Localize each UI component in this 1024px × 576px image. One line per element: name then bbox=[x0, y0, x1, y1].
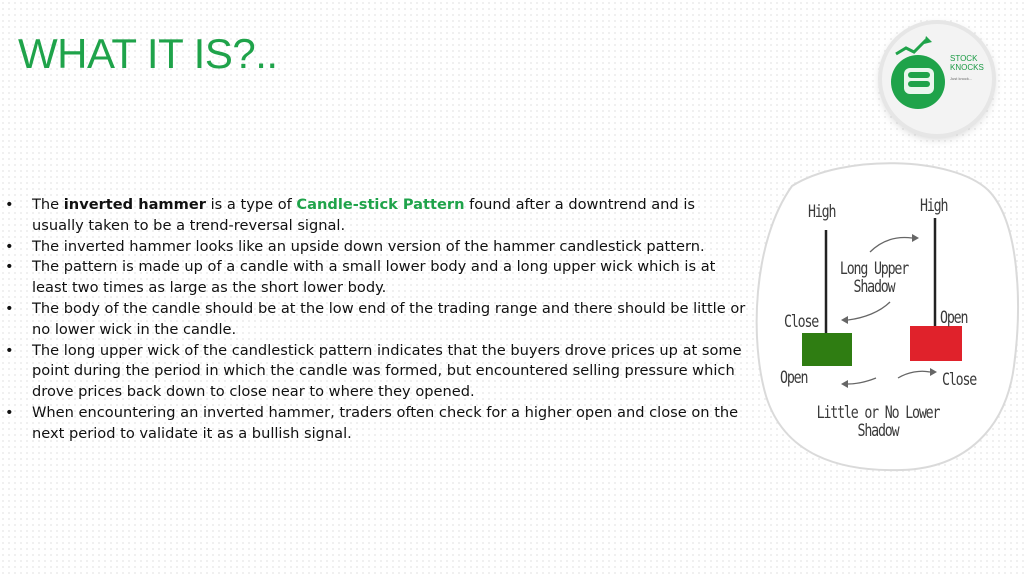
bullet-item-2: • The inverted hammer looks like an upside down version of the hammer candlestick pattern. bbox=[0, 237, 750, 258]
label-little-or-no-lower-shadow: Little or No Lower Shadow bbox=[816, 403, 940, 441]
bullet-item-6: • When encountering an inverted hammer, traders often check for a higher open and close on the next period to validate it as a bullish signal. bbox=[5, 403, 739, 442]
label-left-open: Open bbox=[780, 368, 808, 388]
logo-tagline: Just knock... bbox=[950, 76, 973, 81]
bullet-dot: • bbox=[5, 237, 14, 255]
label-left-high: High bbox=[808, 202, 836, 222]
label-long-upper-shadow: Long Upper Shadow bbox=[839, 259, 909, 297]
label-right-close: Close bbox=[942, 370, 977, 390]
bullet-dot: • bbox=[5, 196, 14, 213]
term-inverted-hammer: inverted hammer bbox=[63, 196, 206, 213]
bullet-dot: • bbox=[5, 258, 14, 276]
left-candle-body-green bbox=[802, 333, 852, 366]
bullet-dot: • bbox=[5, 341, 14, 359]
stock-knocks-logo bbox=[882, 24, 992, 134]
bullet-dot: • bbox=[5, 299, 14, 317]
bullet-item-3: • The pattern is made up of a candle with a small lower body and a long upper wick which is at least two times as large as the short lower body. bbox=[5, 258, 716, 297]
right-candle-body-red bbox=[910, 326, 962, 361]
term-candlestick-pattern: Candle-stick Pattern bbox=[296, 196, 465, 213]
page-title: WHAT IT IS?.. bbox=[18, 30, 278, 77]
label-right-open: Open bbox=[940, 308, 968, 328]
inverted-hammer-diagram bbox=[752, 156, 1022, 472]
bullet-list bbox=[0, 195, 750, 445]
bullet-item-4: • The body of the candle should be at the low end of the trading range and there should be little or no lower wick in the candle. bbox=[5, 299, 746, 338]
label-left-close: Close bbox=[784, 312, 819, 332]
label-right-high: High bbox=[920, 196, 948, 216]
bullet-dot: • bbox=[5, 403, 14, 421]
logo-name-line2: KNOCKS bbox=[950, 63, 984, 72]
bullet-item-5: • The long upper wick of the candlestick pattern indicates that the buyers drove prices up at some point during the period in which the candle was formed, but encountered selling pressure which drove prices back down to close near to where they opened. bbox=[5, 341, 742, 401]
bullet-item-1: • The inverted hammer is a type of Candle-stick Pattern found after a downtrend and is usually taken to be a trend-reversal signal. bbox=[5, 196, 695, 234]
logo-name-line1: STOCK bbox=[950, 54, 978, 63]
